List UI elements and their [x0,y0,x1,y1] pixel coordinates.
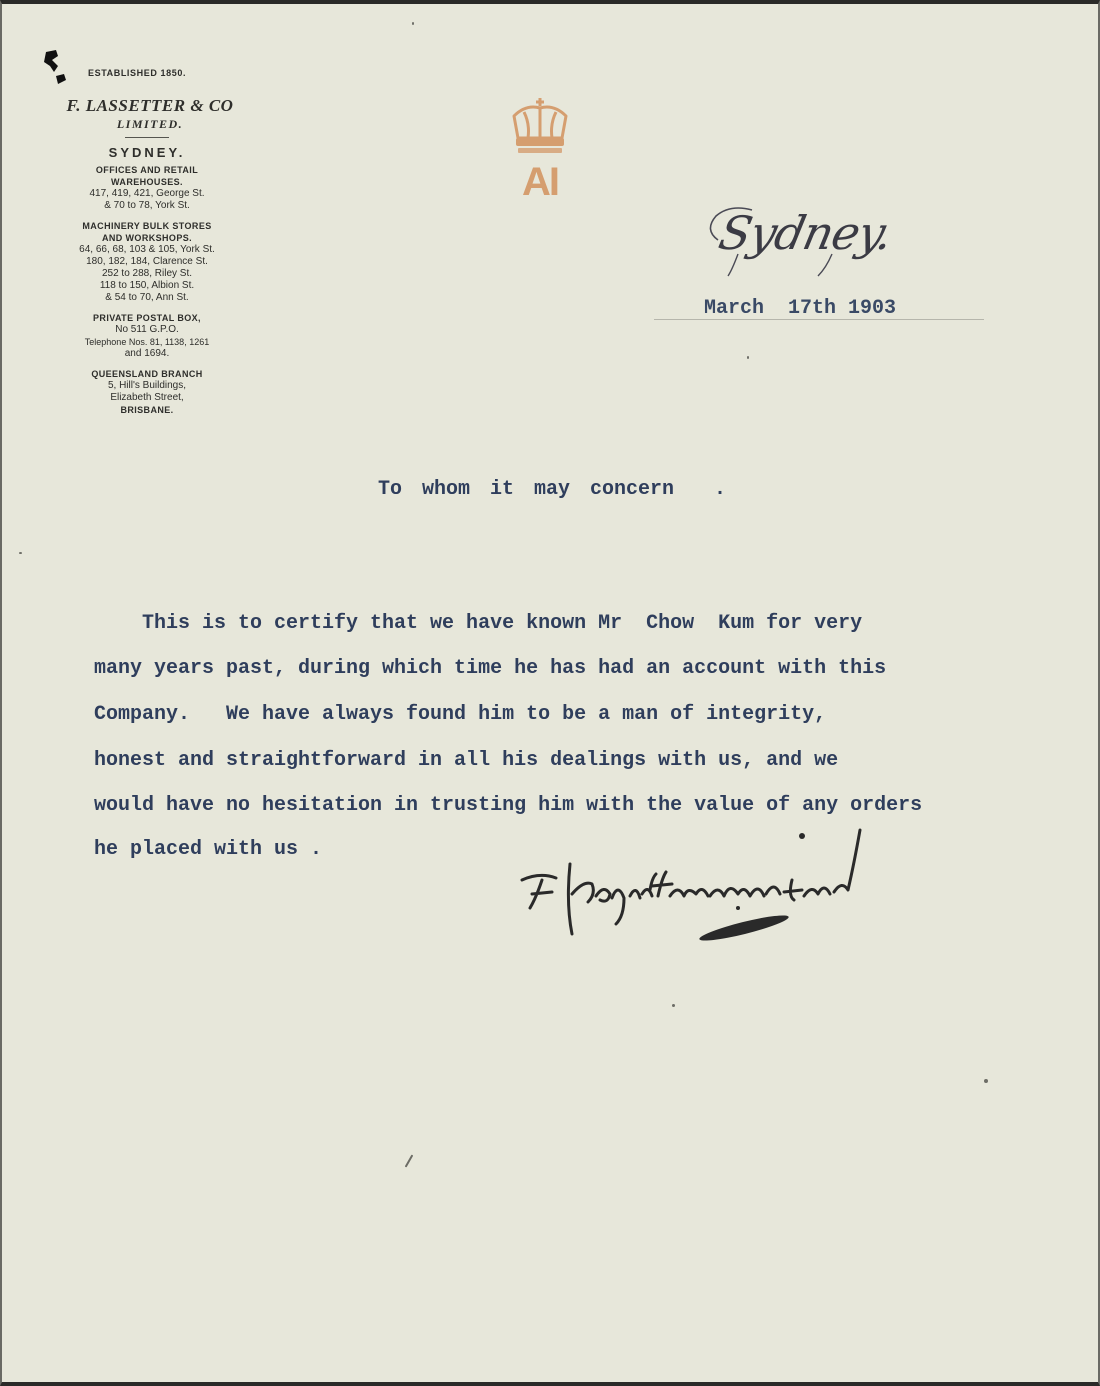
machinery-line: & 54 to 70, Ann St. [105,292,189,303]
offices-line: & 70 to 78, York St. [104,200,190,211]
company-name: F. LASSETTER & CO [66,96,234,115]
machinery-heading-2: AND WORKSHOPS. [101,233,193,243]
paper-speck [19,552,22,554]
machinery-heading: MACHINERY BULK STORES [82,221,212,231]
paper-speck [672,1004,675,1007]
offices-heading: OFFICES AND RETAIL [95,165,199,175]
established-text: ESTABLISHED 1850. [88,68,187,78]
machinery-block [42,220,252,304]
postal-block [42,312,252,360]
paper-speck [412,22,414,25]
offices-line: 417, 419, 421, George St. [89,188,205,199]
crest-letters: AI [522,160,558,204]
branch-block [42,368,252,416]
letterhead-divider [125,137,169,138]
paper-speck [747,356,749,359]
offices-heading-2: WAREHOUSES. [111,177,183,187]
postal-line: Telephone Nos. 81, 1138, 1261 [84,337,210,347]
machinery-line: 252 to 288, Riley St. [101,268,193,279]
postal-line: No 511 G.P.O. [115,324,179,335]
crown-icon [500,94,580,164]
body-line: honest and straightforward in all his dealings with us, and we [94,749,839,772]
letterhead [42,48,252,416]
machinery-line: 180, 182, 184, Clarence St. [86,256,208,267]
body-line: would have no hesitation in trusting him with the value of any orders [94,794,923,817]
crest-emblem [500,94,580,234]
body-line: This is to certify that we have known Mr Chow Kum for very [94,612,863,635]
postal-line: and 1694. [124,348,170,359]
paper-speck [984,1079,988,1083]
place-of-writing [690,204,898,280]
branch-line: Elizabeth Street, [110,392,184,403]
body-line: many years past, during which time he has had an account with this [94,657,887,680]
branch-heading: QUEENSLAND BRANCH [91,369,203,379]
company-limited: LIMITED. [116,117,184,131]
letterhead-city: SYDNEY. [108,145,186,160]
branch-line: BRISBANE. [120,405,174,415]
body-line: he placed with us . [94,838,323,861]
handwritten-signature [512,824,892,964]
place-name: Sydney. [714,206,898,260]
machinery-line: 118 to 150, Albion St. [99,280,195,291]
salutation: To whom it may concern . [378,478,727,501]
company-mark-icon [42,50,66,86]
body-line: Company. We have always found him to be a man of integrity, [94,703,827,726]
signature [512,824,892,964]
branch-line: 5, Hill's Buildings, [107,380,187,391]
paper-speck [405,1154,414,1167]
machinery-line: 64, 66, 68, 103 & 105, York St. [79,244,215,255]
postal-heading: PRIVATE POSTAL BOX, [93,313,201,323]
offices-block [42,164,252,212]
letter-date: March 17th 1903 [704,297,897,320]
